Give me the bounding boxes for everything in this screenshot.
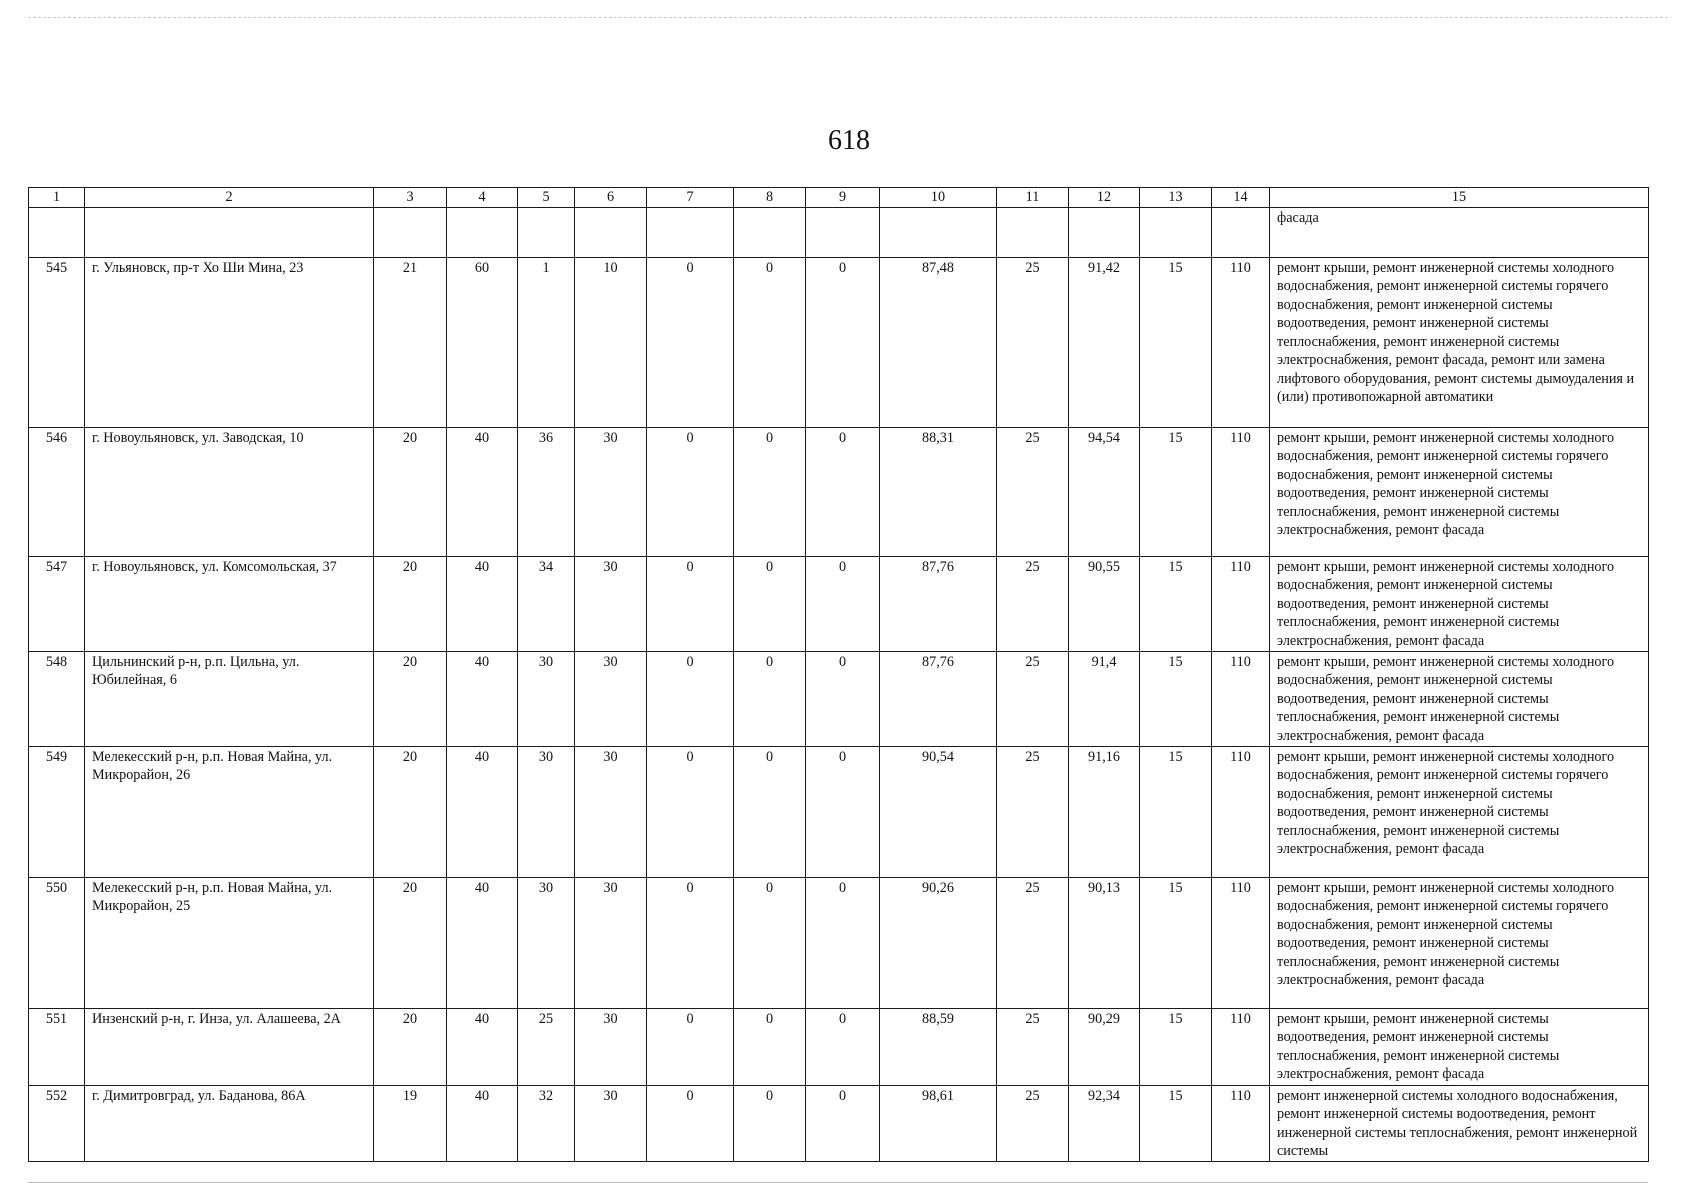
col11-cell: 25 [997,877,1069,1008]
col9-cell: 0 [806,877,880,1008]
col5-cell: 32 [518,1085,575,1161]
col3-cell: 21 [374,257,447,427]
col9-cell: 0 [806,1008,880,1085]
col14-cell: 110 [1212,877,1270,1008]
col8-cell: 0 [734,1085,806,1161]
table-row [29,556,1649,651]
col10-cell: 87,48 [880,257,997,427]
col8-cell: 0 [734,257,806,427]
col10-cell: 87,76 [880,556,997,651]
col-header-13: 13 [1140,188,1212,208]
col13-cell: 15 [1140,746,1212,877]
col7-cell: 0 [647,1085,734,1161]
row-number-cell: 551 [29,1008,85,1085]
col10-cell: 90,54 [880,746,997,877]
col13-cell: 15 [1140,1085,1212,1161]
col-header-11: 11 [997,188,1069,208]
scan-top-edge [28,17,1668,18]
col3-cell: 20 [374,746,447,877]
works-cell: ремонт крыши, ремонт инженерной системы холодного водоснабжения, ремонт инженерной системы горячего водоснабжения, ремонт инженерной системы водоотведения, ремонт инженерной системы теплоснабжения, ремонт инженерной системы электроснабжения, ремонт фасада, ремонт или замена лифтового оборудования, ремонт системы дымоудаления и (или) противопожарной автоматики [1270,257,1649,427]
col6-cell: 30 [575,1085,647,1161]
col8-cell: 0 [734,427,806,556]
col-header-14: 14 [1212,188,1270,208]
col13-cell: 15 [1140,427,1212,556]
address-cell: г. Димитровград, ул. Баданова, 86А [85,1085,374,1161]
col12-cell: 90,13 [1069,877,1140,1008]
col4-cell: 60 [447,257,518,427]
col14-cell: 110 [1212,1085,1270,1161]
col5-cell: 1 [518,257,575,427]
col9-cell: 0 [806,746,880,877]
col11-cell: 25 [997,427,1069,556]
col6-cell: 30 [575,427,647,556]
col13-cell: 15 [1140,1008,1212,1085]
col-header-4: 4 [447,188,518,208]
col14-cell: 110 [1212,746,1270,877]
col12-cell: 91,4 [1069,651,1140,746]
col11-cell: 25 [997,651,1069,746]
col4-cell: 40 [447,1085,518,1161]
col7-cell: 0 [647,427,734,556]
col4-cell: 40 [447,1008,518,1085]
col4-cell: 40 [447,746,518,877]
col8-cell: 0 [734,651,806,746]
col13-cell: 15 [1140,257,1212,427]
col6-cell: 30 [575,877,647,1008]
col14-cell: 110 [1212,1008,1270,1085]
table-row [29,746,1649,877]
continuation-works-cell: фасада [1270,207,1649,257]
col11-cell: 25 [997,1085,1069,1161]
col13-cell: 15 [1140,651,1212,746]
col6-cell: 30 [575,746,647,877]
col14-cell: 110 [1212,257,1270,427]
works-cell: ремонт крыши, ремонт инженерной системы холодного водоснабжения, ремонт инженерной системы водоотведения, ремонт инженерной системы теплоснабжения, ремонт инженерной системы электроснабжения, ремонт фасада [1270,556,1649,651]
repair-program-table [28,187,1649,1162]
col7-cell: 0 [647,1008,734,1085]
address-cell: г. Новоульяновск, ул. Комсомольская, 37 [85,556,374,651]
works-cell: ремонт крыши, ремонт инженерной системы холодного водоснабжения, ремонт инженерной системы водоотведения, ремонт инженерной системы теплоснабжения, ремонт инженерной системы электроснабжения, ремонт фасада [1270,651,1649,746]
table-row [29,427,1649,556]
col3-cell: 20 [374,877,447,1008]
col7-cell: 0 [647,746,734,877]
address-cell: Инзенский р-н, г. Инза, ул. Алашеева, 2А [85,1008,374,1085]
col5-cell: 30 [518,746,575,877]
col3-cell: 20 [374,651,447,746]
works-cell: ремонт крыши, ремонт инженерной системы холодного водоснабжения, ремонт инженерной системы горячего водоснабжения, ремонт инженерной системы водоотведения, ремонт инженерной системы теплоснабжения, ремонт инженерной системы электроснабжения, ремонт фасада [1270,746,1649,877]
col9-cell: 0 [806,257,880,427]
col5-cell: 34 [518,556,575,651]
col10-cell: 88,31 [880,427,997,556]
col12-cell: 91,16 [1069,746,1140,877]
col14-cell: 110 [1212,427,1270,556]
col5-cell: 25 [518,1008,575,1085]
col-header-9: 9 [806,188,880,208]
col-header-3: 3 [374,188,447,208]
col-header-10: 10 [880,188,997,208]
col4-cell: 40 [447,556,518,651]
col7-cell: 0 [647,556,734,651]
col6-cell: 30 [575,651,647,746]
col9-cell: 0 [806,556,880,651]
col-header-1: 1 [29,188,85,208]
row-number-cell: 548 [29,651,85,746]
col8-cell: 0 [734,746,806,877]
col6-cell: 10 [575,257,647,427]
col-header-15: 15 [1270,188,1649,208]
works-cell: ремонт крыши, ремонт инженерной системы холодного водоснабжения, ремонт инженерной системы горячего водоснабжения, ремонт инженерной системы водоотведения, ремонт инженерной системы теплоснабжения, ремонт инженерной системы электроснабжения, ремонт фасада [1270,877,1649,1008]
table-row [29,257,1649,427]
col7-cell: 0 [647,651,734,746]
col3-cell: 19 [374,1085,447,1161]
table-row [29,1008,1649,1085]
address-cell: г. Ульяновск, пр-т Хо Ши Мина, 23 [85,257,374,427]
col-header-6: 6 [575,188,647,208]
row-number-cell: 550 [29,877,85,1008]
row-number-cell: 547 [29,556,85,651]
row-number-cell: 552 [29,1085,85,1161]
col11-cell: 25 [997,746,1069,877]
col3-cell: 20 [374,427,447,556]
col6-cell: 30 [575,556,647,651]
table-container [28,187,1648,1162]
col9-cell: 0 [806,1085,880,1161]
table-row [29,877,1649,1008]
col10-cell: 88,59 [880,1008,997,1085]
col4-cell: 40 [447,877,518,1008]
table-row [29,1085,1649,1161]
col6-cell: 30 [575,1008,647,1085]
row-number-cell: 546 [29,427,85,556]
row-number-cell: 549 [29,746,85,877]
col3-cell: 20 [374,556,447,651]
col8-cell: 0 [734,877,806,1008]
col3-cell: 20 [374,1008,447,1085]
col13-cell: 15 [1140,556,1212,651]
col-header-2: 2 [85,188,374,208]
address-cell: Цильнинский р-н, р.п. Цильна, ул. Юбилейная, 6 [85,651,374,746]
col-header-7: 7 [647,188,734,208]
col8-cell: 0 [734,556,806,651]
works-cell: ремонт крыши, ремонт инженерной системы холодного водоснабжения, ремонт инженерной системы горячего водоснабжения, ремонт инженерной системы водоотведения, ремонт инженерной системы теплоснабжения, ремонт инженерной системы электроснабжения, ремонт фасада [1270,427,1649,556]
col-header-8: 8 [734,188,806,208]
col12-cell: 90,29 [1069,1008,1140,1085]
column-number-row [29,188,1649,208]
continuation-row [29,207,1649,257]
col10-cell: 98,61 [880,1085,997,1161]
col4-cell: 40 [447,651,518,746]
col10-cell: 87,76 [880,651,997,746]
works-cell: ремонт инженерной системы холодного водоснабжения, ремонт инженерной системы водоотведения, ремонт инженерной системы теплоснабжения, ремонт инженерной системы [1270,1085,1649,1161]
col13-cell: 15 [1140,877,1212,1008]
col-header-5: 5 [518,188,575,208]
table-row [29,651,1649,746]
col-header-12: 12 [1069,188,1140,208]
col9-cell: 0 [806,651,880,746]
col7-cell: 0 [647,877,734,1008]
col12-cell: 90,55 [1069,556,1140,651]
works-cell: ремонт крыши, ремонт инженерной системы водоотведения, ремонт инженерной системы теплоснабжения, ремонт инженерной системы электроснабжения, ремонт фасада [1270,1008,1649,1085]
address-cell: Мелекесский р-н, р.п. Новая Майна, ул. Микрорайон, 26 [85,746,374,877]
col12-cell: 91,42 [1069,257,1140,427]
row-number-cell: 545 [29,257,85,427]
col4-cell: 40 [447,427,518,556]
col10-cell: 90,26 [880,877,997,1008]
col14-cell: 110 [1212,651,1270,746]
col12-cell: 94,54 [1069,427,1140,556]
address-cell: г. Новоульяновск, ул. Заводская, 10 [85,427,374,556]
col9-cell: 0 [806,427,880,556]
col14-cell: 110 [1212,556,1270,651]
col5-cell: 30 [518,877,575,1008]
address-cell: Мелекесский р-н, р.п. Новая Майна, ул. Микрорайон, 25 [85,877,374,1008]
col11-cell: 25 [997,257,1069,427]
col7-cell: 0 [647,257,734,427]
col8-cell: 0 [734,1008,806,1085]
scan-bottom-edge [28,1182,1648,1183]
page-number: 618 [828,125,870,156]
col12-cell: 92,34 [1069,1085,1140,1161]
col11-cell: 25 [997,556,1069,651]
col11-cell: 25 [997,1008,1069,1085]
col5-cell: 30 [518,651,575,746]
col5-cell: 36 [518,427,575,556]
